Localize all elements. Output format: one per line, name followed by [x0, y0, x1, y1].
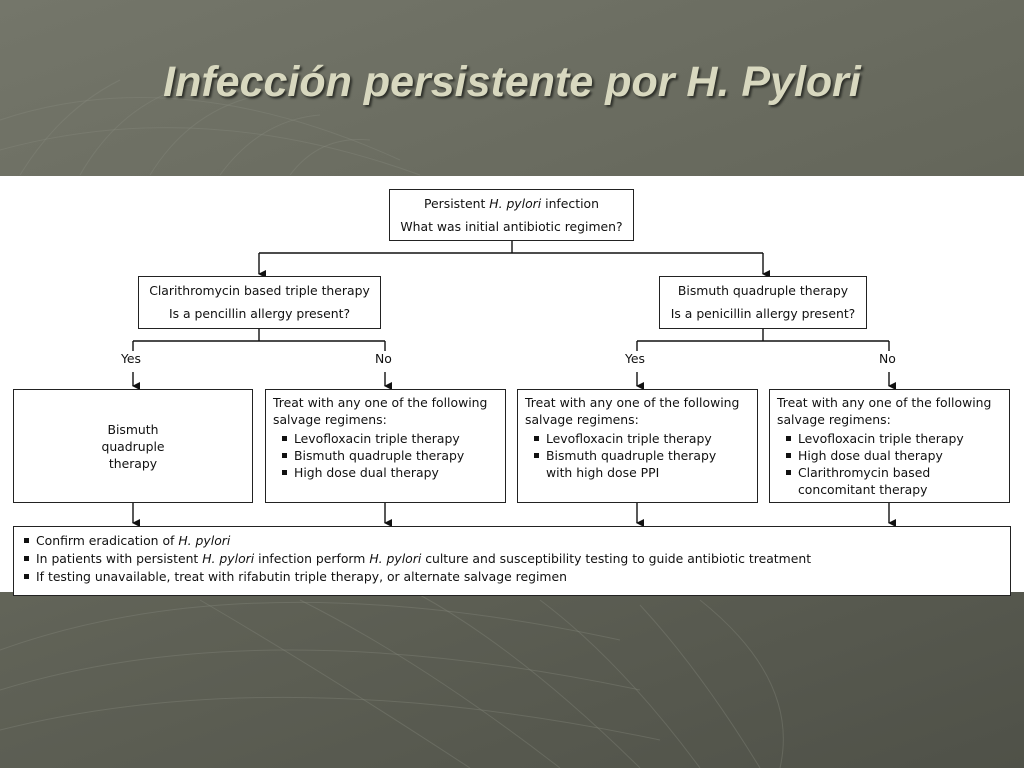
- right-no-label: No: [879, 351, 896, 366]
- outcome-c-intro: Treat with any one of the following salvage regimens:: [525, 395, 740, 427]
- outcome-salvage-box-2: [517, 389, 758, 503]
- list-item: High dose dual therapy: [280, 464, 499, 481]
- outcome-bismuth-quadruple-box: [13, 389, 253, 503]
- list-item: Levofloxacin triple therapy: [784, 430, 1003, 447]
- right-yes-label: Yes: [625, 351, 646, 366]
- list-item: Bismuth quadruple therapy: [280, 447, 499, 464]
- root-question-box: [389, 189, 634, 241]
- list-item: Levofloxacin triple therapy: [532, 430, 751, 447]
- list-item: Confirm eradication of H. pylori: [22, 532, 1002, 550]
- bismuth-branch-title: Bismuth quadruple therapy: [677, 283, 849, 298]
- clarithromycin-branch-title: Clarithromycin based triple therapy: [149, 283, 370, 298]
- list-item: Bismuth quadruple therapy with high dose PPI: [532, 447, 731, 481]
- list-item: Levofloxacin triple therapy: [280, 430, 499, 447]
- bismuth-branch-question: Is a penicillin allergy present?: [670, 306, 856, 321]
- root-line-2: What was initial antibiotic regimen?: [400, 219, 623, 234]
- list-item: High dose dual therapy: [784, 447, 1003, 464]
- list-item: If testing unavailable, treat with rifabutin triple therapy, or alternate salvage regimen: [22, 568, 1002, 586]
- slide-title: Infección persistente por H. Pylori: [163, 58, 861, 106]
- left-no-label: No: [375, 351, 392, 366]
- final-list: [22, 532, 1002, 586]
- bismuth-branch-box: [659, 276, 867, 329]
- left-yes-label: Yes: [121, 351, 142, 366]
- outcome-salvage-box-3: [769, 389, 1010, 503]
- clarithromycin-branch-question: Is a pencillin allergy present?: [168, 306, 351, 321]
- outcome-b-intro: Treat with any one of the following salvage regimens:: [273, 395, 488, 427]
- outcome-c-list: [525, 430, 751, 481]
- outcome-b-list: [273, 430, 499, 481]
- clarithromycin-branch-box: [138, 276, 381, 329]
- flowchart-panel: [0, 176, 1024, 592]
- outcome-d-list: [777, 430, 1003, 498]
- list-item: Clarithromycin based concomitant therapy: [784, 464, 958, 498]
- outcome-a-text: Bismuth quadruple therapy: [101, 421, 165, 471]
- outcome-salvage-box-1: [265, 389, 506, 503]
- list-item: In patients with persistent H. pylori infection perform H. pylori culture and susceptibility testing to guide antibiotic treatment: [22, 550, 1002, 568]
- outcome-d-intro: Treat with any one of the following salvage regimens:: [777, 395, 992, 427]
- root-line-1: Persistent H. pylori infection: [424, 196, 599, 211]
- final-recommendations-box: [13, 526, 1011, 596]
